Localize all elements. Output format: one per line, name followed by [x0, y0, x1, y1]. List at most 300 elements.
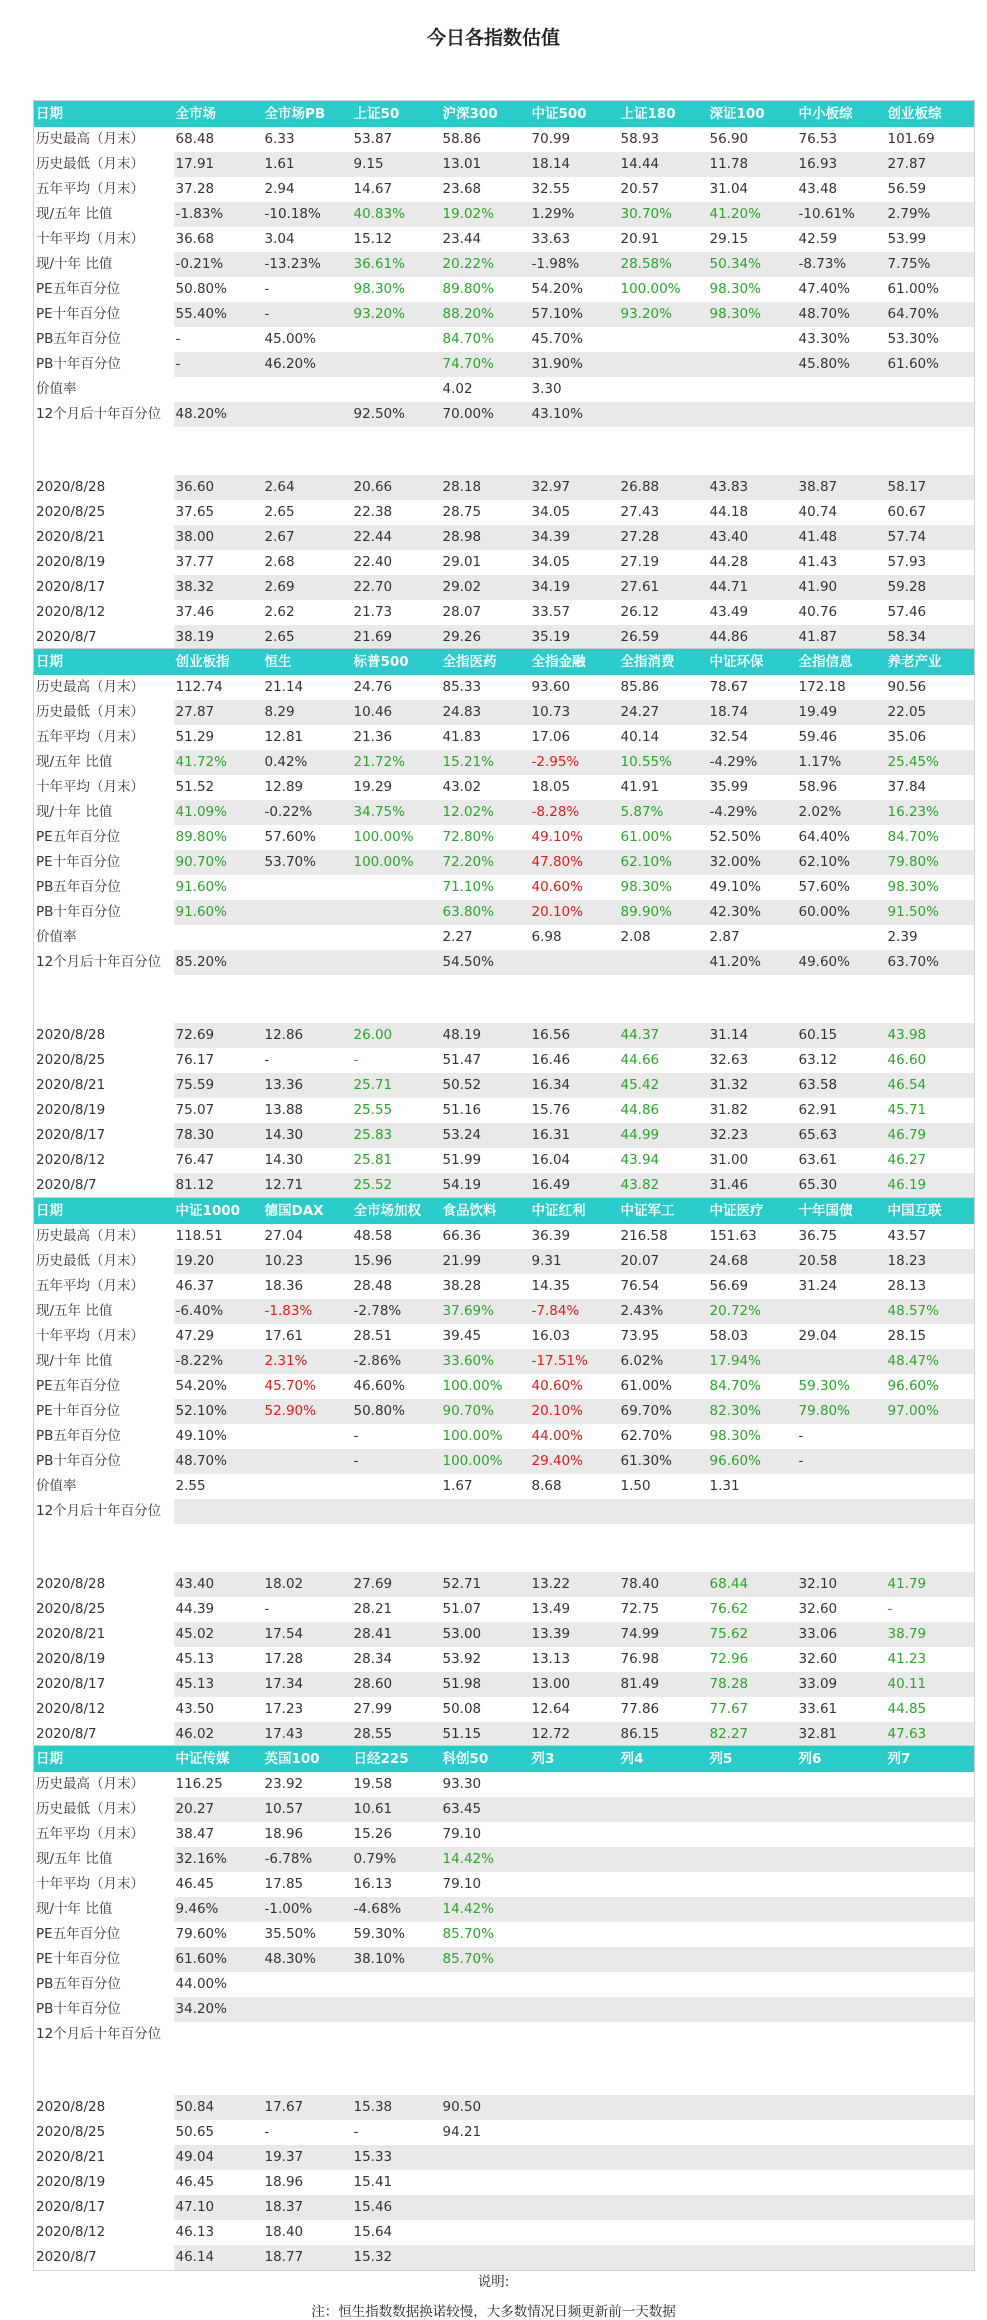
table-cell: 12.71: [263, 1173, 352, 1199]
table-cell: [530, 2120, 619, 2145]
table-cell: 75.07: [174, 1098, 263, 1123]
table-cell: 21.69: [352, 625, 441, 651]
table-cell: [886, 2195, 975, 2220]
table-cell: [263, 1424, 352, 1449]
daily-row: [34, 1048, 975, 1073]
table-cell: 29.01: [441, 550, 530, 575]
table-cell: 14.67: [352, 177, 441, 202]
table-cell: 61.60%: [886, 352, 975, 377]
table-cell: 44.00%: [530, 1424, 619, 1449]
spacer-cell: [708, 427, 797, 451]
table-cell: -1.98%: [530, 252, 619, 277]
table-row: [34, 327, 975, 352]
table-cell: 60.67: [886, 500, 975, 525]
table-cell: [352, 1972, 441, 1997]
table-cell: 52.71: [441, 1572, 530, 1597]
table-cell: 48.30%: [263, 1947, 352, 1972]
column-header: 全指医药: [441, 649, 530, 676]
table-cell: 47.40%: [797, 277, 886, 302]
column-header: 创业板指: [174, 649, 263, 676]
table-row: [34, 1872, 975, 1897]
table-cell: [708, 2220, 797, 2245]
table-cell: [263, 1972, 352, 1997]
table-cell: 98.30%: [708, 277, 797, 302]
table-cell: [708, 1997, 797, 2022]
table-cell: 23.68: [441, 177, 530, 202]
row-label: PB五年百分位: [34, 1972, 174, 1997]
table-header-row: [34, 101, 975, 128]
valuation-table-1: [33, 100, 975, 651]
table-cell: 2.94: [263, 177, 352, 202]
spacer-cell: [174, 975, 263, 999]
table-cell: 1.67: [441, 1474, 530, 1499]
table-cell: 53.92: [441, 1647, 530, 1672]
table-cell: [797, 1349, 886, 1374]
row-label: PB五年百分位: [34, 327, 174, 352]
table-cell: 36.61%: [352, 252, 441, 277]
row-label: PB十年百分位: [34, 1449, 174, 1474]
table-cell: 48.70%: [174, 1449, 263, 1474]
spacer-cell: [886, 1524, 975, 1548]
row-label: 现/五年 比值: [34, 750, 174, 775]
table-cell: 40.11: [886, 1672, 975, 1697]
column-header: 全指消费: [619, 649, 708, 676]
table-cell: 20.72%: [708, 1299, 797, 1324]
table-cell: [886, 2095, 975, 2120]
table-row: [34, 1499, 975, 1524]
table-cell: 15.96: [352, 1249, 441, 1274]
table-cell: 14.30: [263, 1148, 352, 1173]
table-cell: [441, 2220, 530, 2245]
table-cell: 2.65: [263, 625, 352, 651]
table-cell: 85.20%: [174, 950, 263, 975]
spacer-cell: [441, 1548, 530, 1572]
table-cell: 90.70%: [174, 850, 263, 875]
table-cell: [619, 1997, 708, 2022]
table-cell: 32.16%: [174, 1847, 263, 1872]
daily-row: [34, 1722, 975, 1748]
table-cell: 64.70%: [886, 302, 975, 327]
table-cell: [263, 1474, 352, 1499]
table-cell: 76.98: [619, 1647, 708, 1672]
spacer-cell: [34, 2047, 174, 2071]
table-cell: [263, 1499, 352, 1524]
row-label: 十年平均（月末）: [34, 1872, 174, 1897]
table-cell: 96.60%: [708, 1449, 797, 1474]
table-cell: 25.83: [352, 1123, 441, 1148]
spacer-cell: [352, 427, 441, 451]
spacer-cell: [530, 999, 619, 1023]
table-cell: [886, 2245, 975, 2271]
table-cell: 43.50: [174, 1697, 263, 1722]
daily-row: [34, 2245, 975, 2271]
table-cell: 34.20%: [174, 1997, 263, 2022]
row-label: 十年平均（月末）: [34, 1324, 174, 1349]
table-cell: 2.27: [441, 925, 530, 950]
table-cell: 14.30: [263, 1123, 352, 1148]
table-cell: [263, 900, 352, 925]
spacer-cell: [708, 999, 797, 1023]
daily-row: [34, 475, 975, 500]
table-cell: 45.70%: [530, 327, 619, 352]
table-cell: 98.30%: [619, 875, 708, 900]
row-label: 历史最低（月末）: [34, 700, 174, 725]
table-cell: 43.48: [797, 177, 886, 202]
table-cell: [619, 1972, 708, 1997]
table-cell: 48.57%: [886, 1299, 975, 1324]
table-cell: 41.79: [886, 1572, 975, 1597]
table-cell: -17.51%: [530, 1349, 619, 1374]
table-row: [34, 1299, 975, 1324]
row-label: 五年平均（月末）: [34, 1822, 174, 1847]
table-cell: 85.86: [619, 675, 708, 700]
table-cell: 52.90%: [263, 1399, 352, 1424]
table-cell: [886, 1872, 975, 1897]
table-cell: 41.09%: [174, 800, 263, 825]
table-cell: 22.05: [886, 700, 975, 725]
spacer-row: [34, 2071, 975, 2095]
table-cell: 21.72%: [352, 750, 441, 775]
table-cell: 13.22: [530, 1572, 619, 1597]
table-cell: -: [352, 2120, 441, 2145]
table-cell: [441, 2170, 530, 2195]
row-label: 2020/8/17: [34, 2195, 174, 2220]
table-cell: 24.83: [441, 700, 530, 725]
row-label: PE五年百分位: [34, 277, 174, 302]
table-cell: 90.56: [886, 675, 975, 700]
column-header: 日期: [34, 649, 174, 676]
table-row: [34, 800, 975, 825]
table-cell: 29.40%: [530, 1449, 619, 1474]
table-cell: 40.76: [797, 600, 886, 625]
table-cell: 78.28: [708, 1672, 797, 1697]
table-cell: 17.67: [263, 2095, 352, 2120]
table-cell: [797, 1972, 886, 1997]
table-row: [34, 750, 975, 775]
table-cell: 27.69: [352, 1572, 441, 1597]
column-header: 创业板综: [886, 101, 975, 128]
table-cell: 112.74: [174, 675, 263, 700]
table-cell: 21.73: [352, 600, 441, 625]
table-cell: 55.40%: [174, 302, 263, 327]
spacer-cell: [34, 451, 174, 475]
table-cell: 2.31%: [263, 1349, 352, 1374]
table-cell: 62.10%: [797, 850, 886, 875]
table-cell: 16.13: [352, 1872, 441, 1897]
table-cell: 48.70%: [797, 302, 886, 327]
table-cell: 54.19: [441, 1173, 530, 1199]
table-cell: 34.05: [530, 500, 619, 525]
table-cell: 66.36: [441, 1224, 530, 1249]
table-cell: 30.70%: [619, 202, 708, 227]
spacer-cell: [886, 2047, 975, 2071]
table-cell: -: [886, 1597, 975, 1622]
row-label: PB五年百分位: [34, 875, 174, 900]
spacer-cell: [174, 2047, 263, 2071]
table-cell: 62.10%: [619, 850, 708, 875]
table-cell: 33.57: [530, 600, 619, 625]
row-label: PE五年百分位: [34, 1922, 174, 1947]
table-cell: [530, 1847, 619, 1872]
column-header: 列5: [708, 1746, 797, 1773]
table-cell: 43.10%: [530, 402, 619, 427]
table-cell: 38.47: [174, 1822, 263, 1847]
table-cell: 20.66: [352, 475, 441, 500]
table-cell: 68.44: [708, 1572, 797, 1597]
table-row: [34, 1997, 975, 2022]
table-cell: 45.13: [174, 1647, 263, 1672]
table-cell: [352, 900, 441, 925]
spacer-cell: [886, 2071, 975, 2095]
table-cell: 78.40: [619, 1572, 708, 1597]
table-cell: 12.02%: [441, 800, 530, 825]
table-cell: [619, 1772, 708, 1797]
table-cell: 32.55: [530, 177, 619, 202]
table-cell: 57.60%: [797, 875, 886, 900]
column-header: 标普500: [352, 649, 441, 676]
table-cell: 29.26: [441, 625, 530, 651]
table-cell: 44.99: [619, 1123, 708, 1148]
table-cell: 28.21: [352, 1597, 441, 1622]
table-cell: 16.34: [530, 1073, 619, 1098]
table-cell: 40.60%: [530, 875, 619, 900]
table-cell: 28.58%: [619, 252, 708, 277]
row-label: 2020/8/12: [34, 2220, 174, 2245]
daily-row: [34, 2095, 975, 2120]
column-header: 日期: [34, 101, 174, 128]
table-cell: 18.36: [263, 1274, 352, 1299]
daily-row: [34, 1672, 975, 1697]
table-cell: [530, 1972, 619, 1997]
table-cell: 17.23: [263, 1697, 352, 1722]
table-cell: [619, 352, 708, 377]
table-row: [34, 725, 975, 750]
table-cell: 8.68: [530, 1474, 619, 1499]
table-cell: -: [352, 1424, 441, 1449]
table-cell: 58.86: [441, 127, 530, 152]
spacer-cell: [174, 999, 263, 1023]
table-cell: 91.60%: [174, 900, 263, 925]
row-label: 历史最高（月末）: [34, 675, 174, 700]
spacer-cell: [34, 1524, 174, 1548]
spacer-cell: [34, 427, 174, 451]
table-cell: 98.30%: [708, 302, 797, 327]
table-cell: 216.58: [619, 1224, 708, 1249]
table-cell: [708, 2195, 797, 2220]
table-cell: 24.76: [352, 675, 441, 700]
table-cell: 53.30%: [886, 327, 975, 352]
table-row: [34, 1922, 975, 1947]
row-label: 价值率: [34, 1474, 174, 1499]
table-cell: 5.87%: [619, 800, 708, 825]
table-cell: 40.60%: [530, 1374, 619, 1399]
table-cell: -6.40%: [174, 1299, 263, 1324]
column-header: 上证50: [352, 101, 441, 128]
table-cell: 81.12: [174, 1173, 263, 1199]
table-cell: [619, 1922, 708, 1947]
daily-row: [34, 575, 975, 600]
table-cell: 20.27: [174, 1797, 263, 1822]
table-cell: 15.26: [352, 1822, 441, 1847]
table-cell: 41.20%: [708, 202, 797, 227]
table-cell: -8.73%: [797, 252, 886, 277]
table-cell: 52.10%: [174, 1399, 263, 1424]
table-cell: [619, 1872, 708, 1897]
table-cell: 0.42%: [263, 750, 352, 775]
daily-row: [34, 1572, 975, 1597]
table-cell: [530, 2022, 619, 2047]
table-cell: 57.46: [886, 600, 975, 625]
table-cell: 79.80%: [797, 1399, 886, 1424]
daily-row: [34, 2220, 975, 2245]
table-cell: 37.69%: [441, 1299, 530, 1324]
table-cell: 58.34: [886, 625, 975, 651]
table-header-row: [34, 649, 975, 676]
table-cell: 6.02%: [619, 1349, 708, 1374]
row-label: 2020/8/25: [34, 1597, 174, 1622]
table-cell: -13.23%: [263, 252, 352, 277]
valuation-table-3: [33, 1197, 975, 1748]
table-cell: [352, 1997, 441, 2022]
table-row: [34, 1972, 975, 1997]
table-row: [34, 825, 975, 850]
table-cell: 37.46: [174, 600, 263, 625]
row-label: 2020/8/28: [34, 1572, 174, 1597]
table-cell: [886, 1449, 975, 1474]
table-cell: 18.05: [530, 775, 619, 800]
table-cell: 48.47%: [886, 1349, 975, 1374]
table-cell: [797, 1897, 886, 1922]
table-cell: [530, 1922, 619, 1947]
table-cell: 100.00%: [619, 277, 708, 302]
row-label: 价值率: [34, 377, 174, 402]
table-cell: 118.51: [174, 1224, 263, 1249]
spacer-cell: [530, 1548, 619, 1572]
table-cell: 26.12: [619, 600, 708, 625]
table-cell: 17.28: [263, 1647, 352, 1672]
table-cell: 16.31: [530, 1123, 619, 1148]
row-label: 2020/8/28: [34, 2095, 174, 2120]
table-cell: [441, 1972, 530, 1997]
table-row: [34, 675, 975, 700]
table-cell: [619, 2120, 708, 2145]
table-cell: 75.59: [174, 1073, 263, 1098]
table-cell: [708, 1822, 797, 1847]
table-cell: 17.43: [263, 1722, 352, 1748]
table-cell: [352, 2022, 441, 2047]
table-cell: [619, 2245, 708, 2271]
row-label: 现/五年 比值: [34, 202, 174, 227]
table-cell: 63.12: [797, 1048, 886, 1073]
table-cell: 58.03: [708, 1324, 797, 1349]
table-cell: -10.61%: [797, 202, 886, 227]
table-cell: 2.08: [619, 925, 708, 950]
table-cell: 15.21%: [441, 750, 530, 775]
table-cell: 27.04: [263, 1224, 352, 1249]
table-cell: 41.48: [797, 525, 886, 550]
column-header: 中小板综: [797, 101, 886, 128]
table-cell: 10.61: [352, 1797, 441, 1822]
table-cell: [530, 2170, 619, 2195]
table-cell: 88.20%: [441, 302, 530, 327]
row-label: 现/十年 比值: [34, 252, 174, 277]
table-cell: -8.28%: [530, 800, 619, 825]
table-cell: -: [797, 1424, 886, 1449]
table-cell: 32.54: [708, 725, 797, 750]
table-row: [34, 152, 975, 177]
table-cell: 46.45: [174, 1872, 263, 1897]
table-cell: 2.64: [263, 475, 352, 500]
spacer-cell: [441, 427, 530, 451]
table-cell: 61.60%: [174, 1947, 263, 1972]
table-cell: [619, 2220, 708, 2245]
table-cell: 76.47: [174, 1148, 263, 1173]
table-cell: 18.37: [263, 2195, 352, 2220]
table-cell: 46.79: [886, 1123, 975, 1148]
table-cell: -2.86%: [352, 1349, 441, 1374]
column-header: 德国DAX: [263, 1198, 352, 1225]
table-cell: 38.19: [174, 625, 263, 651]
table-row: [34, 1449, 975, 1474]
table-cell: 31.04: [708, 177, 797, 202]
table-cell: 27.99: [352, 1697, 441, 1722]
table-cell: 82.30%: [708, 1399, 797, 1424]
spacer-row: [34, 975, 975, 999]
table-cell: 51.07: [441, 1597, 530, 1622]
table-cell: [263, 402, 352, 427]
table-cell: 100.00%: [352, 850, 441, 875]
table-cell: 61.30%: [619, 1449, 708, 1474]
table-cell: [352, 875, 441, 900]
table-cell: [708, 1872, 797, 1897]
spacer-cell: [619, 1548, 708, 1572]
table-cell: 33.09: [797, 1672, 886, 1697]
table-cell: 44.39: [174, 1597, 263, 1622]
table-cell: 72.80%: [441, 825, 530, 850]
table-cell: [708, 1499, 797, 1524]
table-cell: [352, 377, 441, 402]
table-cell: 90.70%: [441, 1399, 530, 1424]
table-cell: 21.14: [263, 675, 352, 700]
table-cell: 61.00%: [619, 1374, 708, 1399]
table-cell: 35.06: [886, 725, 975, 750]
table-cell: 84.70%: [886, 825, 975, 850]
table-cell: [708, 1797, 797, 1822]
table-cell: [619, 1897, 708, 1922]
table-cell: 46.13: [174, 2220, 263, 2245]
row-label: 12个月后十年百分位: [34, 1499, 174, 1524]
table-cell: 73.95: [619, 1324, 708, 1349]
table-cell: 44.66: [619, 1048, 708, 1073]
table-cell: 35.99: [708, 775, 797, 800]
table-cell: 10.46: [352, 700, 441, 725]
table-cell: 41.90: [797, 575, 886, 600]
table-cell: 36.60: [174, 475, 263, 500]
row-label: 现/五年 比值: [34, 1299, 174, 1324]
table-cell: [886, 1997, 975, 2022]
spacer-cell: [34, 1548, 174, 1572]
spacer-cell: [797, 1548, 886, 1572]
table-cell: 44.00%: [174, 1972, 263, 1997]
daily-row: [34, 550, 975, 575]
table-cell: [708, 2145, 797, 2170]
table-cell: 54.20%: [530, 277, 619, 302]
row-label: 2020/8/21: [34, 1622, 174, 1647]
table-cell: 92.50%: [352, 402, 441, 427]
table-cell: 10.73: [530, 700, 619, 725]
table-cell: [886, 2022, 975, 2047]
daily-row: [34, 1173, 975, 1199]
